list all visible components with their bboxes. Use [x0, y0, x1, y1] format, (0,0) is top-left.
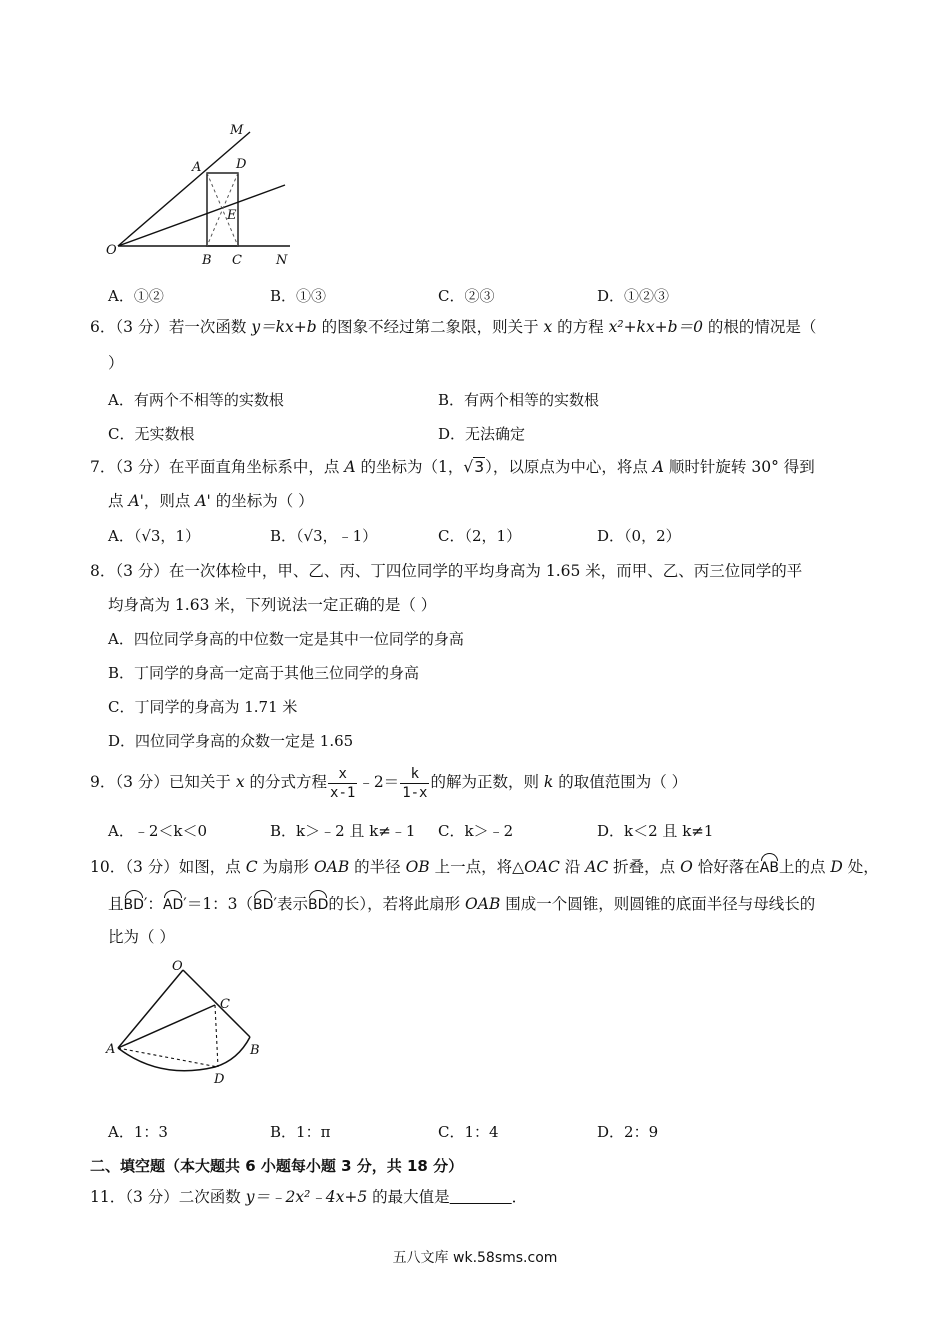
- q7-option-a[interactable]: A．（√3，1）: [108, 527, 200, 545]
- q11-stem: 11．（3 分）二次函数 y＝﹣2x²﹣4x+5 的最大值是________．: [90, 1188, 528, 1206]
- q7-option-d[interactable]: D．（0，2）: [597, 527, 681, 545]
- q9-option-b[interactable]: B．k＞﹣2 且 k≠﹣1: [270, 822, 416, 840]
- label-A: A: [106, 1042, 116, 1057]
- label-M: M: [230, 123, 244, 138]
- q6-option-c[interactable]: C．无实数根: [108, 425, 195, 443]
- q10-stem-line3: 比为（ ）: [108, 928, 175, 946]
- q10-option-d[interactable]: D．2：9: [597, 1123, 659, 1141]
- q5-option-d[interactable]: D．①②③: [597, 287, 670, 305]
- q9-option-d[interactable]: D．k＜2 且 k≠1: [597, 822, 714, 840]
- label-D: D: [214, 1072, 225, 1087]
- q6-stem: 6．（3 分）若一次函数 y＝kx+b 的图象不经过第二象限，则关于 x 的方程 x²+kx+b＝0 的根的情况是（: [90, 318, 817, 336]
- arc-bd: BD: [253, 890, 273, 916]
- q10-stem: 10．（3 分）如图，点 C 为扇形 OAB 的半径 OB 上一点，将△OAC 沿 AC 折叠，点 O 恰好落在AB上的点 D 处，: [90, 853, 879, 879]
- sqrt-symbol: √3: [463, 458, 485, 476]
- q9-option-a[interactable]: A．﹣2＜k＜0: [108, 822, 208, 840]
- label-B: B: [202, 253, 212, 268]
- label-C: C: [232, 253, 242, 268]
- q7-option-c[interactable]: C．（2，1）: [438, 527, 522, 545]
- q8-option-c[interactable]: C．丁同学的身高为 1.71 米: [108, 698, 298, 716]
- fraction-x-over-x-minus-1: $\frac{x}{x-1}$: [330, 765, 356, 801]
- angle-figure: [100, 118, 300, 273]
- q9-stem: 9．（3 分）已知关于 x 的分式方程 $\frac{x}{x-1}$ ﹣2＝ $\frac{k}{1-x}$ 的解为正数，则 k 的取值范围为（ ）: [90, 765, 688, 801]
- q7-stem-line2: 点 A'，则点 A' 的坐标为（ ）: [108, 492, 314, 510]
- q8-option-b[interactable]: B．丁同学的身高一定高于其他三位同学的身高: [108, 664, 420, 682]
- label-E: E: [227, 208, 237, 223]
- answer-blank[interactable]: ________: [449, 1188, 512, 1206]
- q10-stem-line2: 且BD′：AD′＝1：3（BD′表示BD的长），若将此扇形 OAB 围成一个圆锥，则圆锥的底面半径与母线长的: [108, 890, 815, 916]
- q10-option-a[interactable]: A．1：3: [108, 1123, 168, 1141]
- q9-option-c[interactable]: C．k＞﹣2: [438, 822, 514, 840]
- label-O: O: [172, 959, 183, 974]
- arc-bd: BD: [308, 890, 328, 916]
- arc-ad: AD: [163, 890, 183, 916]
- q6-option-a[interactable]: A．有两个不相等的实数根: [108, 391, 284, 409]
- section-heading: 二、填空题（本大题共 6 小题每小题 3 分，共 18 分）: [90, 1157, 464, 1175]
- q8-option-a[interactable]: A．四位同学身高的中位数一定是其中一位同学的身高: [108, 630, 464, 648]
- label-O: O: [106, 243, 117, 258]
- arc-ab: AB: [760, 853, 779, 879]
- q8-option-d[interactable]: D．四位同学身高的众数一定是 1.65: [108, 732, 354, 750]
- q8-stem: 8．（3 分）在一次体检中，甲、乙、丙、丁四位同学的平均身高为 1.65 米，而甲、乙、丙三位同学的平: [90, 562, 803, 580]
- q6-option-b[interactable]: B．有两个相等的实数根: [438, 391, 600, 409]
- q10-option-c[interactable]: C．1：4: [438, 1123, 499, 1141]
- footer-watermark: 五八文库 wk.58sms.com: [392, 1250, 558, 1266]
- q5-option-a[interactable]: A．①②: [108, 287, 164, 305]
- q7-option-b[interactable]: B．（√3，﹣1）: [270, 527, 378, 545]
- q6-option-d[interactable]: D．无法确定: [438, 425, 526, 443]
- label-A: A: [192, 160, 202, 175]
- sector-figure: [100, 955, 280, 1090]
- q8-stem-line2: 均身高为 1.63 米，下列说法一定正确的是（ ）: [108, 596, 437, 614]
- label-D: D: [236, 157, 247, 172]
- q5-option-b[interactable]: B．①③: [270, 287, 327, 305]
- q7-stem: 7．（3 分）在平面直角坐标系中，点 A 的坐标为（1，√3），以原点为中心，将点 A 顺时针旋转 30° 得到: [90, 458, 815, 476]
- label-N: N: [276, 253, 288, 268]
- arc-bd: BD: [124, 890, 144, 916]
- q5-option-c[interactable]: C．②③: [438, 287, 495, 305]
- fraction-k-over-1-minus-x: $\frac{k}{1-x}$: [402, 765, 428, 801]
- label-C: C: [220, 997, 230, 1012]
- label-B: B: [250, 1043, 260, 1058]
- q10-option-b[interactable]: B．1：π: [270, 1123, 331, 1141]
- q6-stem-line2: ）: [108, 354, 124, 372]
